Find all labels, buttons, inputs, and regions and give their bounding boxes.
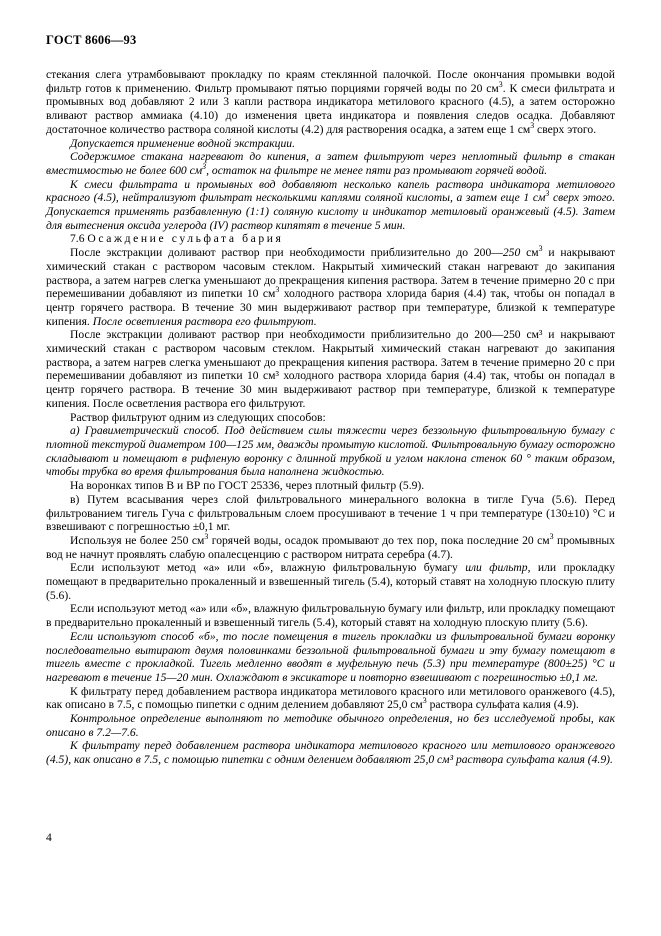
section-number: 7.6 [70, 232, 85, 246]
superscript: 3 [530, 120, 535, 130]
paragraph-method-b: На воронках типов В и ВР по ГОСТ 25336, через плотный фильтр (5.9). [70, 479, 425, 493]
superscript: 3 [538, 244, 543, 254]
text-run: К смеси фильтрата и промывных вод добавляют несколько капель раствора индикатора метилового красного (4.5), нейтрализуют фильтрат несколькими каплями соляной кислоты, а затем еще 1 см [46, 177, 615, 205]
text-run: К фильтрату перед добавлением раствора индикатора метилового красного или метилового оранжевого (4.5), как описано в 7.5, с помощью пипетки с одним делением добавляют 25,0 см [46, 684, 615, 712]
text-run-italic: После осветления раствора его фильтруют. [92, 314, 317, 328]
text-run-italic: 250 [502, 246, 521, 260]
paragraph-water-extraction: Допускается применение водной экстракции. [70, 136, 295, 150]
text-run: промывных вод не начнут проявлять слабую опалесценцию с раствором нитрата серебра (4.7). [46, 533, 615, 561]
text-run-italic: или фильтр [465, 561, 528, 575]
superscript: 3 [422, 696, 427, 706]
standard-header: ГОСТ 8606—93 [46, 33, 137, 47]
paragraph-method-a: Раствор фильтруют одним из следующих способов: [70, 410, 326, 424]
paragraph-control-new-batch-note: Контрольное определение выполняют по методике обычного определения, но без исследуемой пробы, как описано в 7.2—7.6. [46, 712, 615, 739]
text-run: горячей воды, осадок промывают до тех пор, пока последние 20 см [208, 533, 550, 547]
document-body [46, 68, 615, 767]
text-run: см [520, 246, 539, 260]
text-run: , или прокладку помещают в предварительно прокаленный и взвешенный тигель (5.4), который ставят на холодную плоскую плиту (5.6). [46, 561, 615, 602]
superscript: 3 [202, 162, 207, 172]
text-run: сверх этого. Допускается применять разбавленную (1:1) соляную кислоту и индикатор метиловый оранжевый (4.5). Затем для вытеснения оксида углерода (IV) раствор кипятят в течение 5 мин. [46, 191, 615, 232]
superscript: 3 [549, 532, 554, 542]
text-run: После экстракции доливают раствор при необходимости приблизительно до 200— [70, 246, 503, 260]
text-run: раствора сульфата калия (4.9). [426, 698, 579, 712]
paragraph-filtering-methods-intro: После экстракции доливают раствор при необходимости приблизительно до 200—250 см³ и накрывают химический стакан с раствором часовым стеклом. Накрытый химический стакан нагревают до закипания раствора, а затем нагрев слегка уменьшают до прекращения кипения раствора. Затем в течение примерно 20 с при перемешивании добавляют из пипетки 10 см³ холодного раствора хлорида бария (4.4) так, чтобы он попадал в центр горячего раствора. В течение 30 мин выдерживают раствор при температуре, близкой к температуре кипения. После осветления раствора его фильтруют. [46, 328, 615, 410]
superscript: 3 [275, 285, 280, 295]
text-run: Если используют метод «а» или «б», влажную фильтровальную бумагу [70, 561, 466, 575]
paragraph-beaker-heating [46, 150, 615, 177]
text-run: стекания слега утрамбовывают прокладку по краям стеклянной палочкой. После окончания промывки водой фильтр готов к применению. Фильтр промывают пятью порциями горячей воды по 20 см [46, 68, 615, 95]
text-run: сверх этого. [534, 122, 597, 136]
paragraph-indicator-addition [46, 178, 615, 233]
text-run: Содержимое стакана нагревают до кипения, а затем фильтруют через неплотный фильтр в стакан вместимостью не более 600 см [46, 150, 615, 177]
text-run: . К смеси фильтрата и промывных вод добавляют 2 или 3 капли раствора индикатора метилового красного (4.5), а затем осторожно вливают раствор аммиака (4.10) до изменения цвета индикатора и появления следов осадка. Добавляют достаточное количество раствора соляной кислоты (4.2) для растворения осадка, а затем еще 1 см [46, 81, 615, 136]
section-title: Осаждение сульфата бария [87, 232, 284, 246]
text-run: , остаток на фильтре не менее пяти раз промывают горячей водой. [206, 163, 548, 177]
paragraph-filtrate-addition [46, 685, 615, 712]
paragraph-method-ab-usage [46, 561, 615, 602]
paragraph-control-without-sulfate-note: К фильтрату перед добавлением раствора индикатора метилового красного или метилового оранжевого (4.5), как описано в 7.5, с помощью пипетки с одним делением добавляют 25,0 см³ раствора сульфата калия (4.9). [46, 739, 615, 767]
text-run: и накрывают химический стакан с раствором часовым стеклом. Накрытый химический стакан нагревают до закипания раствора, а затем нагрев слегка уменьшают до прекращения кипения раствора. Затем в течение примерно 20 с при перемешивании добавляют из пипетки 10 см [46, 246, 615, 301]
paragraph-washing [46, 534, 615, 561]
paragraph-crucible-cooling-note: Если используют способ «б», то после помещения в тигель прокладки из фильтровальной бумаги воронку последовательно вытирают двумя половинками беззольной фильтровальной бумаги и эту бумагу помещают в тигель вместе с прокладкой. Тигель медленно вводят в муфельную печь (5.3) при температуре (800±25) °С и нагревают в течение 15—20 мин. Охлаждают в эксикаторе и повторно взвешивают с погрешностью ±0,1 мг. [46, 629, 615, 684]
paragraph-method-v: в) Путем всасывания через слой фильтровального минерального волокна в тигле Гуча (5.6). Перед фильтрованием тигель Гуча с фильтровальным слоем просушивают в течение 1 ч при температуре (130±10) °С и взвешивают с погрешностью ±0,1 мг. [46, 492, 615, 534]
section-heading-7-6 [46, 232, 615, 246]
paragraph-method-b-usage: Если используют метод «а» или «б», влажную фильтровальную бумагу или фильтр, или прокладку помещают в предварительно прокаленный и взвешенный тигель (5.4), который ставят на холодную плоскую плиту (5.6). [46, 602, 615, 630]
paragraph-barium-precipitation [46, 246, 615, 328]
superscript: 3 [498, 79, 503, 89]
superscript: 3 [545, 189, 550, 199]
text-run: Используя не более 250 см [70, 533, 205, 547]
text-run: холодного раствора хлорида бария (4.4) так, чтобы он попадал в центр горячего раствора. В течение 30 мин выдерживают раствор при температуре, близкой к температуре кипения. [46, 287, 616, 328]
paragraph-intro [46, 68, 615, 137]
paragraph-funnel-note: а) Гравиметрический способ. Под действием силы тяжести через беззольную фильтровальную бумагу с плотной текстурой диаметром 100—125 мм, дважды промытую кислотой. Фильтровальную бумагу осторожно складывают и помещают в рифленую воронку с длинной трубкой и углом наклона стенок 60 ° таким образом, чтобы трубка во время фильтрования была наполнена жидкостью. [46, 424, 615, 479]
page-number: 4 [46, 831, 52, 844]
superscript: 3 [204, 532, 209, 542]
